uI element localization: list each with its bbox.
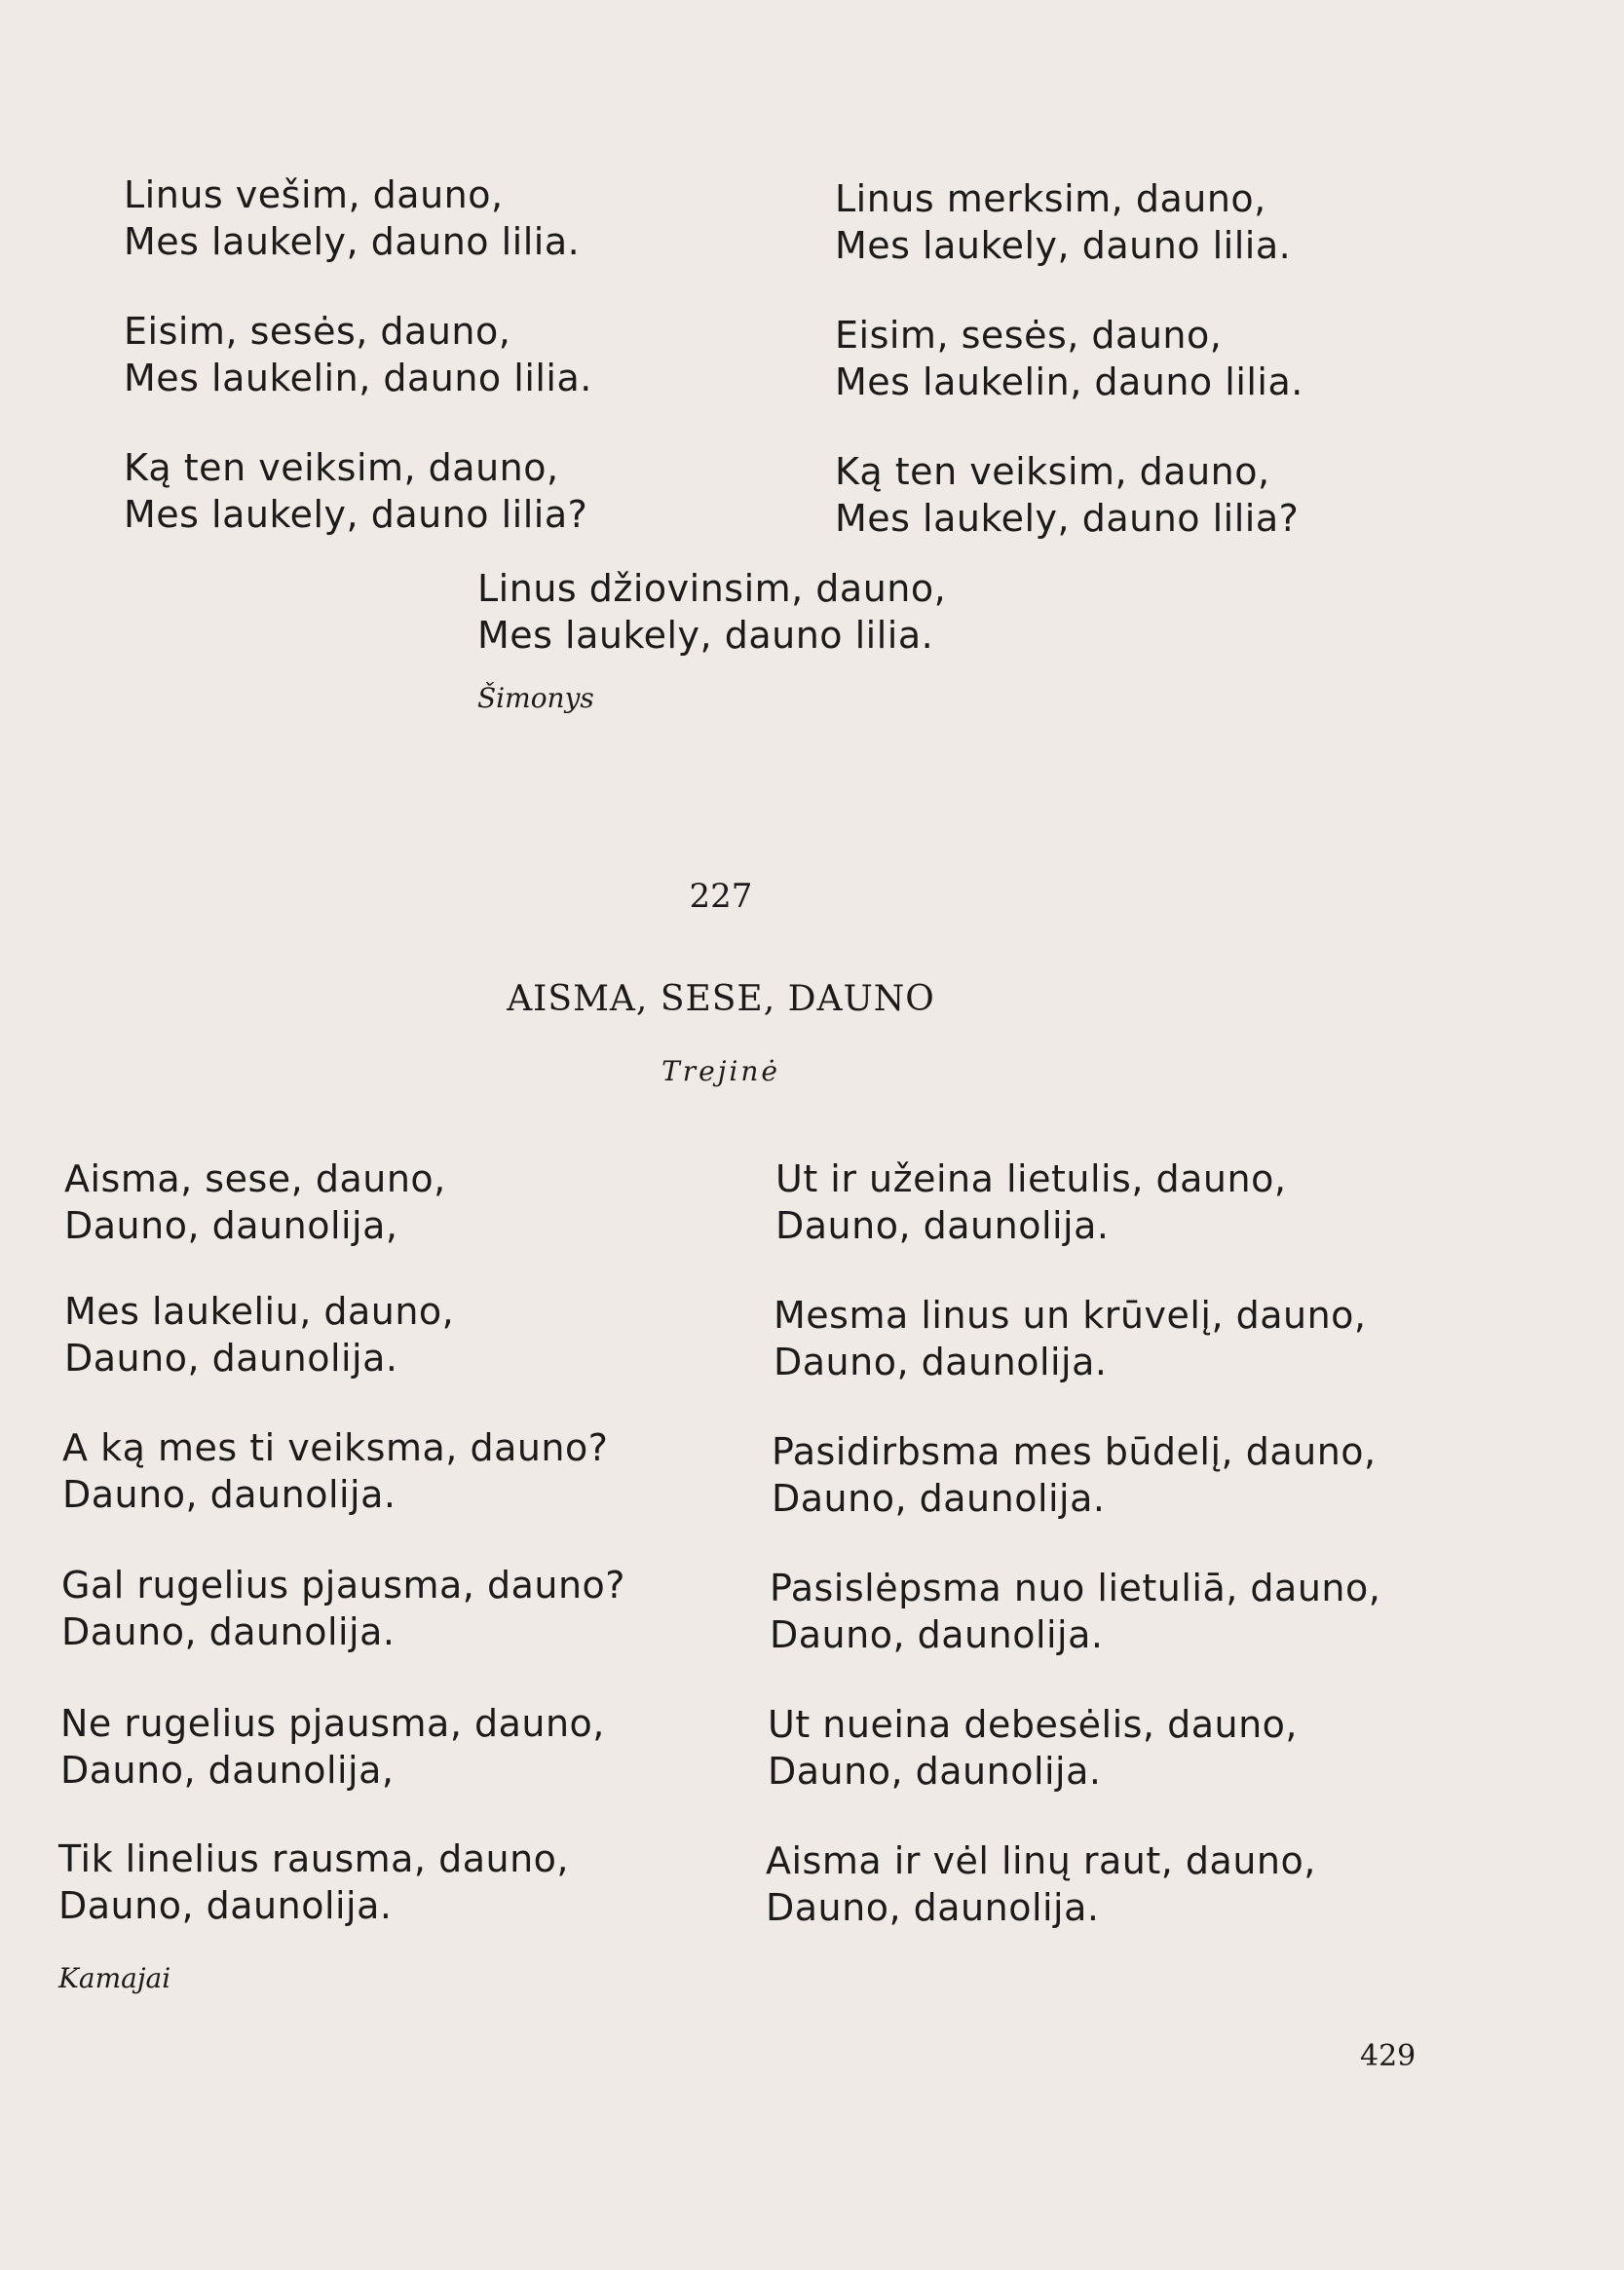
verse-line: Ut ir užeina lietulis, dauno, [775,1157,1287,1200]
song-right-stanza-4 [770,1565,1380,1658]
song-subtitle: Trejinė [661,1055,780,1087]
verse-line: Dauno, daunolija, [60,1749,395,1792]
verse-line: Ne rugelius pjausma, dauno, [60,1702,605,1745]
verse-line: Dauno, daunolija. [775,1204,1110,1247]
verse-line: Aisma, sese, dauno, [64,1157,446,1200]
verse-line: Mes laukely, dauno lilia. [124,220,581,263]
verse-line: Linus džiovinsim, dauno, [477,567,947,610]
verse-line: Mes laukely, dauno lilia? [124,493,588,536]
verse-line: Dauno, daunolija. [774,1341,1108,1383]
verse-line: Dauno, daunolija. [770,1613,1104,1656]
verse-line: A ką mes ti veiksma, dauno? [62,1426,609,1469]
verse-line: Dauno, daunolija. [766,1886,1100,1929]
verse-line: Linus merksim, dauno, [835,177,1266,220]
verse-line: Pasislėpsma nuo lietuliā, dauno, [770,1567,1381,1609]
verse-line: Gal rugelius pjausma, dauno? [61,1564,625,1607]
verse-line: Mes laukely, dauno lilia. [835,224,1292,267]
song-title: AISMA, SESE, DAUNO [507,979,935,1019]
verse-line: Dauno, daunolija. [62,1473,397,1516]
verse-line: Mes laukely, dauno lilia. [477,614,934,657]
song-right-stanza-1 [775,1155,1286,1249]
song-right-stanza-2 [774,1292,1367,1385]
verse-line: Dauno, daunolija. [772,1477,1106,1520]
verse-line: Pasidirbsma mes būdelį, dauno, [772,1430,1377,1473]
top-right-stanza-1 [835,175,1291,269]
top-left-stanza-2 [124,308,592,401]
song-left-stanza-3 [62,1424,608,1518]
verse-line: Tik linelius rausma, dauno, [58,1837,569,1880]
song-right-stanza-6 [766,1837,1316,1931]
verse-line: Dauno, daunolija. [768,1750,1102,1793]
song-number: 227 [689,877,753,916]
verse-line: Ką ten veiksim, dauno, [124,446,559,489]
verse-line: Aisma ir vėl linų raut, dauno, [766,1839,1316,1882]
verse-line: Dauno, daunolija. [58,1884,393,1927]
place-name: Šimonys [477,682,594,714]
verse-line: Mes laukeliu, dauno, [64,1290,455,1333]
song-right-stanza-3 [772,1428,1377,1522]
verse-line: Dauno, daunolija. [64,1337,398,1380]
song-left-stanza-2 [64,1288,454,1381]
verse-line: Mesma linus un krūvelį, dauno, [774,1294,1367,1337]
top-center-stanza [477,565,946,659]
page-number: 429 [1360,2039,1416,2073]
verse-line: Dauno, daunolija, [64,1204,398,1247]
verse-line: Ut nueina debesėlis, dauno, [768,1703,1298,1746]
song-left-stanza-4 [61,1562,625,1655]
verse-line: Ką ten veiksim, dauno, [835,450,1270,493]
song-left-stanza-5 [60,1700,605,1794]
song-right-stanza-5 [768,1701,1298,1795]
verse-line: Mes laukely, dauno lilia? [835,497,1300,540]
top-right-stanza-2 [835,312,1303,405]
top-right-stanza-3 [835,448,1299,542]
song-left-stanza-6 [58,1835,569,1929]
verse-line: Eisim, sesės, dauno, [124,310,511,353]
top-left-stanza-1 [124,171,580,265]
verse-line: Mes laukelin, dauno lilia. [835,360,1303,403]
top-left-stanza-3 [124,444,587,538]
verse-line: Mes laukelin, dauno lilia. [124,357,592,399]
verse-line: Dauno, daunolija. [61,1610,396,1653]
verse-line: Eisim, sesės, dauno, [835,314,1223,357]
song-left-stanza-1 [64,1155,446,1249]
song-place-name: Kamajai [58,1962,171,1994]
verse-line: Linus vešim, dauno, [124,173,504,216]
